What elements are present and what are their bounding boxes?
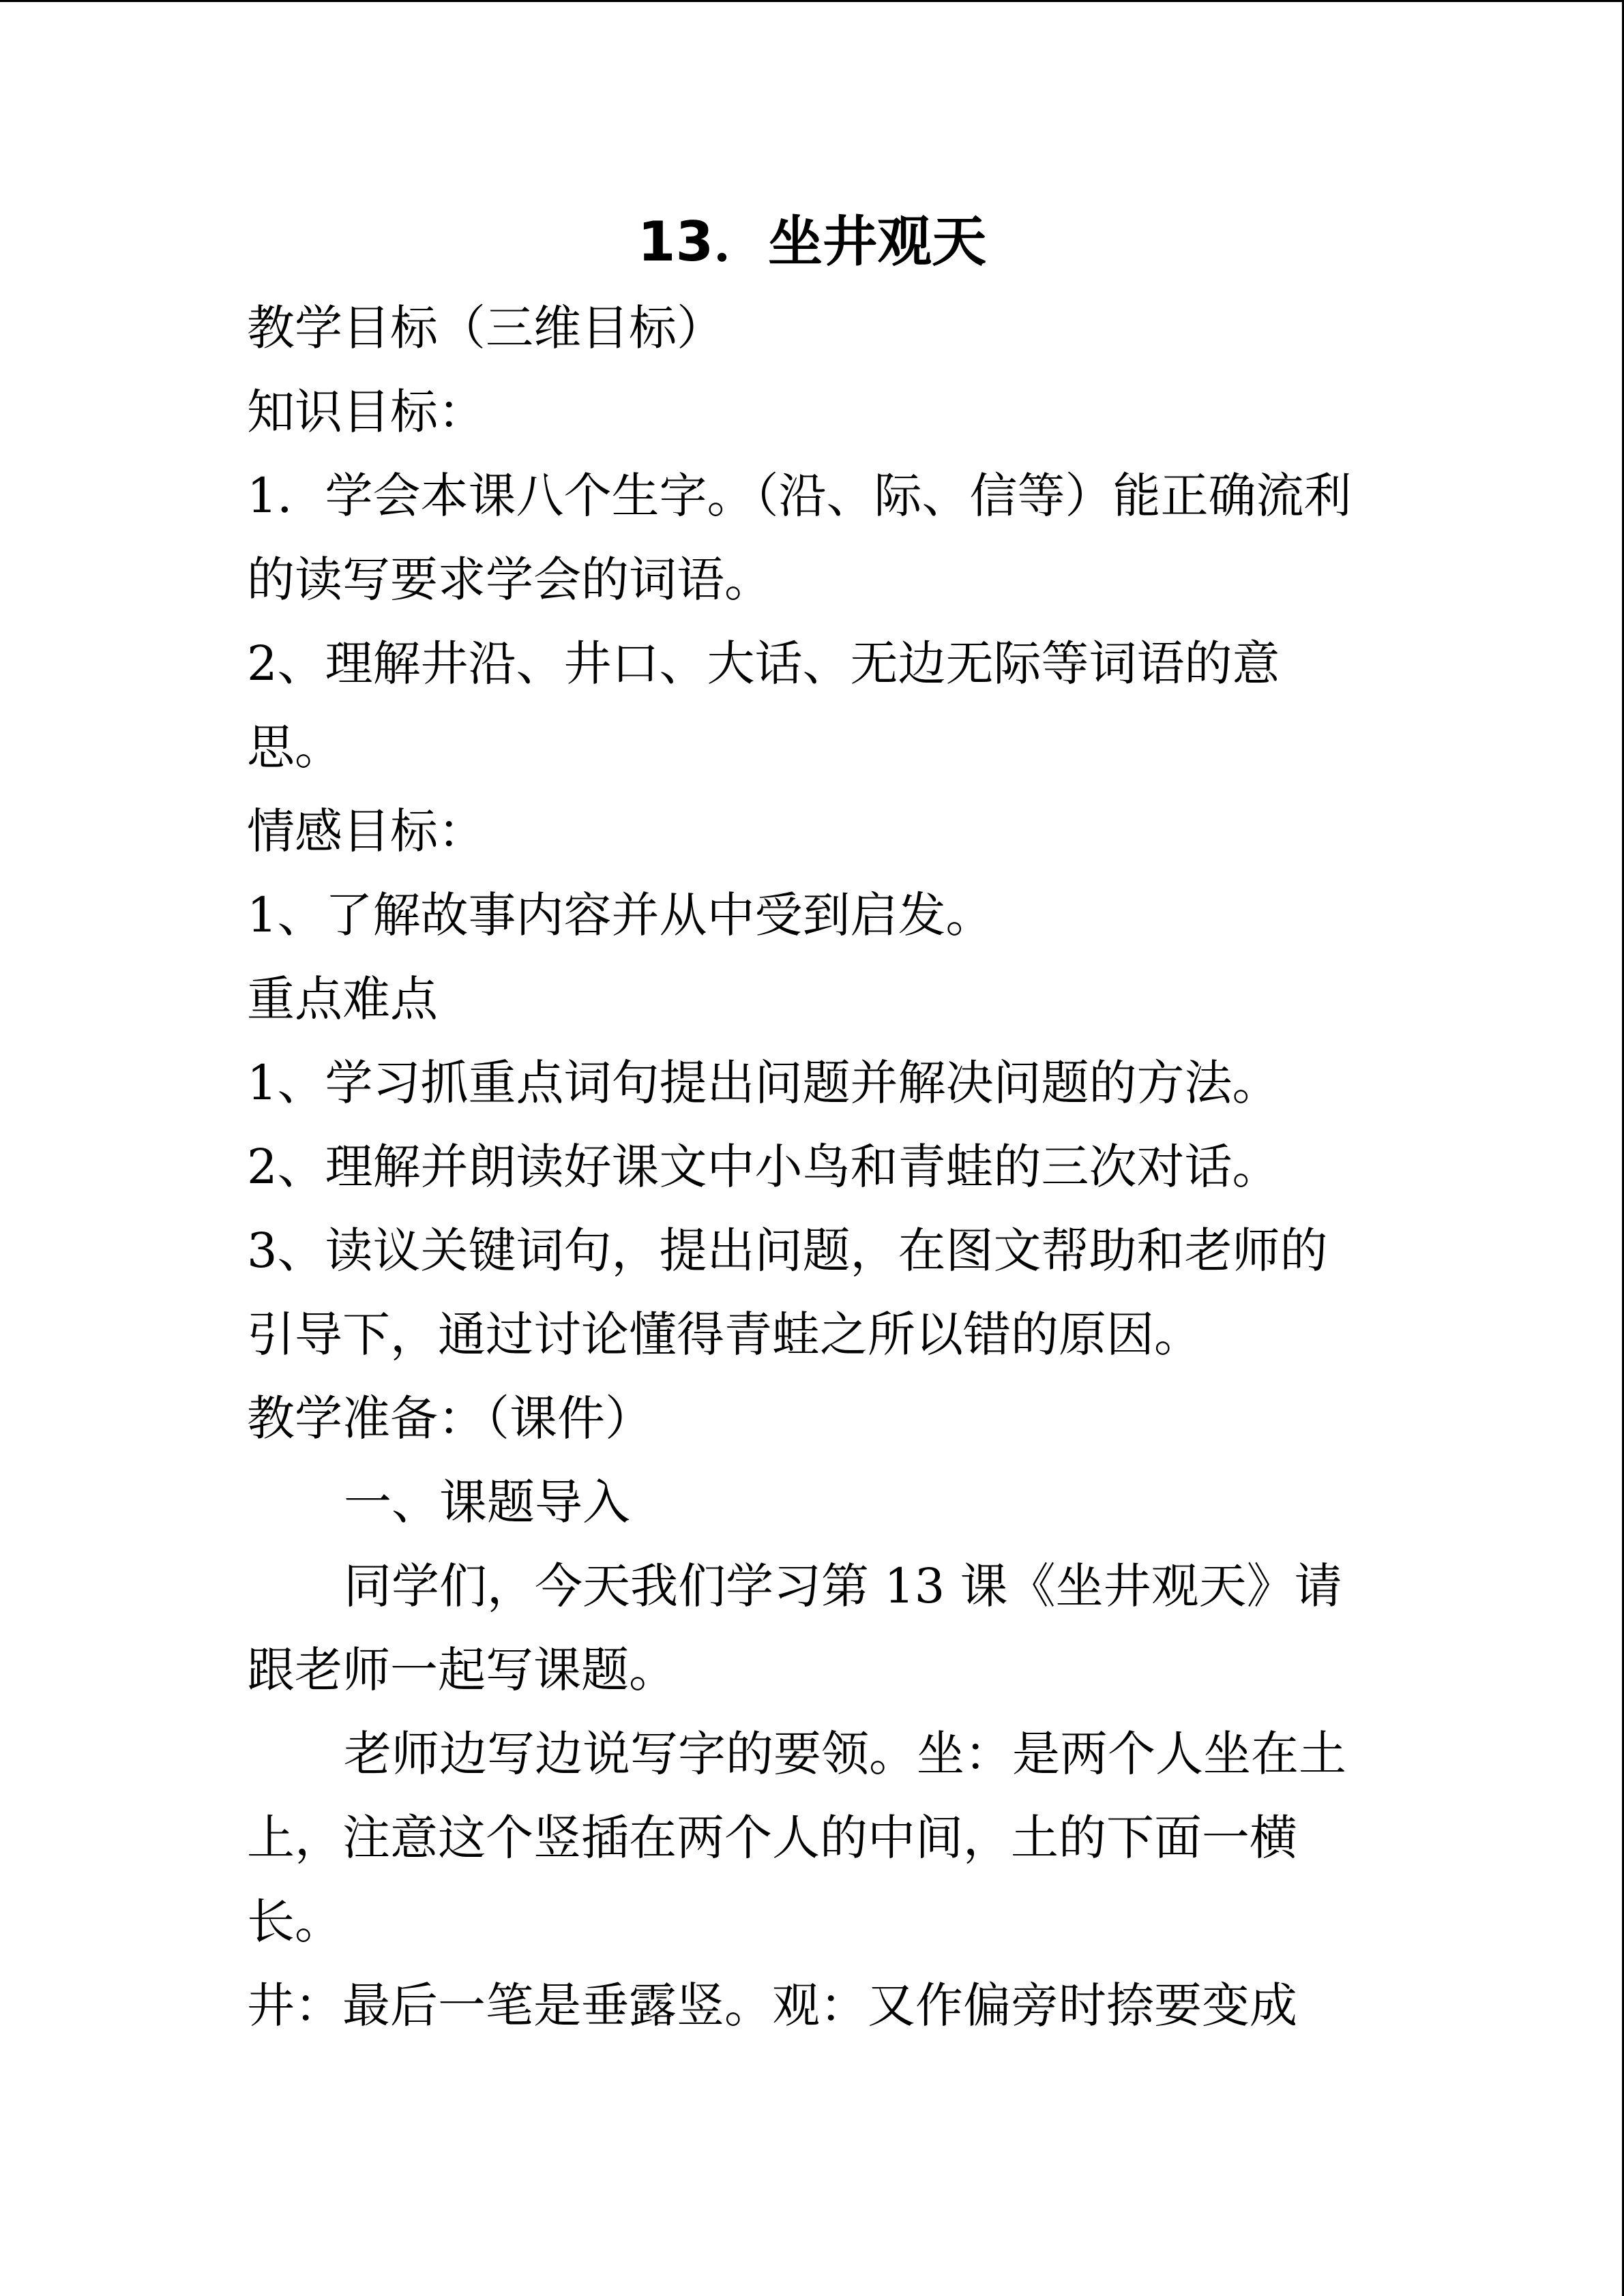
text-line: 2、理解井沿、井口、大话、无边无际等词语的意	[247, 636, 1280, 691]
text-line: 2、理解并朗读好课文中小鸟和青蛙的三次对话。	[247, 1139, 1280, 1195]
text-line: 情感目标：	[247, 803, 486, 859]
text-line: 引导下，通过讨论懂得青蛙之所以错的原因。	[247, 1307, 1202, 1362]
text-line: 3、读议关键词句，提出问题，在图文帮助和老师的	[247, 1223, 1328, 1279]
document-lines	[247, 286, 1379, 2048]
text-line: 长。	[247, 1894, 342, 1950]
document-title-row	[0, 198, 1379, 286]
text-line: 教学准备：（课件）	[247, 1390, 653, 1446]
text-line: 的读写要求学会的词语。	[247, 552, 772, 608]
text-line: 知识目标：	[247, 384, 486, 440]
text-line: 同学们，今天我们学习第 13 课《坐井观天》请	[344, 1558, 1342, 1614]
text-line: 一、课题导入	[344, 1474, 630, 1530]
text-line: 井：最后一笔是垂露竖。观：又作偏旁时捺要变成	[247, 1978, 1297, 2033]
document-body	[247, 198, 1379, 2048]
text-line: 思。	[247, 719, 342, 775]
text-line: 教学目标（三维目标）	[247, 300, 724, 356]
text-line: 老师边写边说写字的要领。坐：是两个人坐在土	[344, 1726, 1346, 1782]
text-line: 1、了解故事内容并从中受到启发。	[247, 887, 994, 943]
text-line: 1、学习抓重点词句提出问题并解决问题的方法。	[247, 1055, 1280, 1111]
document-title: 13．坐井观天	[637, 210, 987, 273]
text-line: 重点难点	[247, 971, 438, 1027]
text-line: 上，注意这个竖插在两个人的中间，土的下面一横	[247, 1810, 1297, 1866]
page-top-border	[0, 0, 1624, 2]
text-line: 1．学会本课八个生字。（沿、际、信等）能正确流利	[247, 468, 1352, 524]
text-line: 跟老师一起写课题。	[247, 1642, 677, 1698]
